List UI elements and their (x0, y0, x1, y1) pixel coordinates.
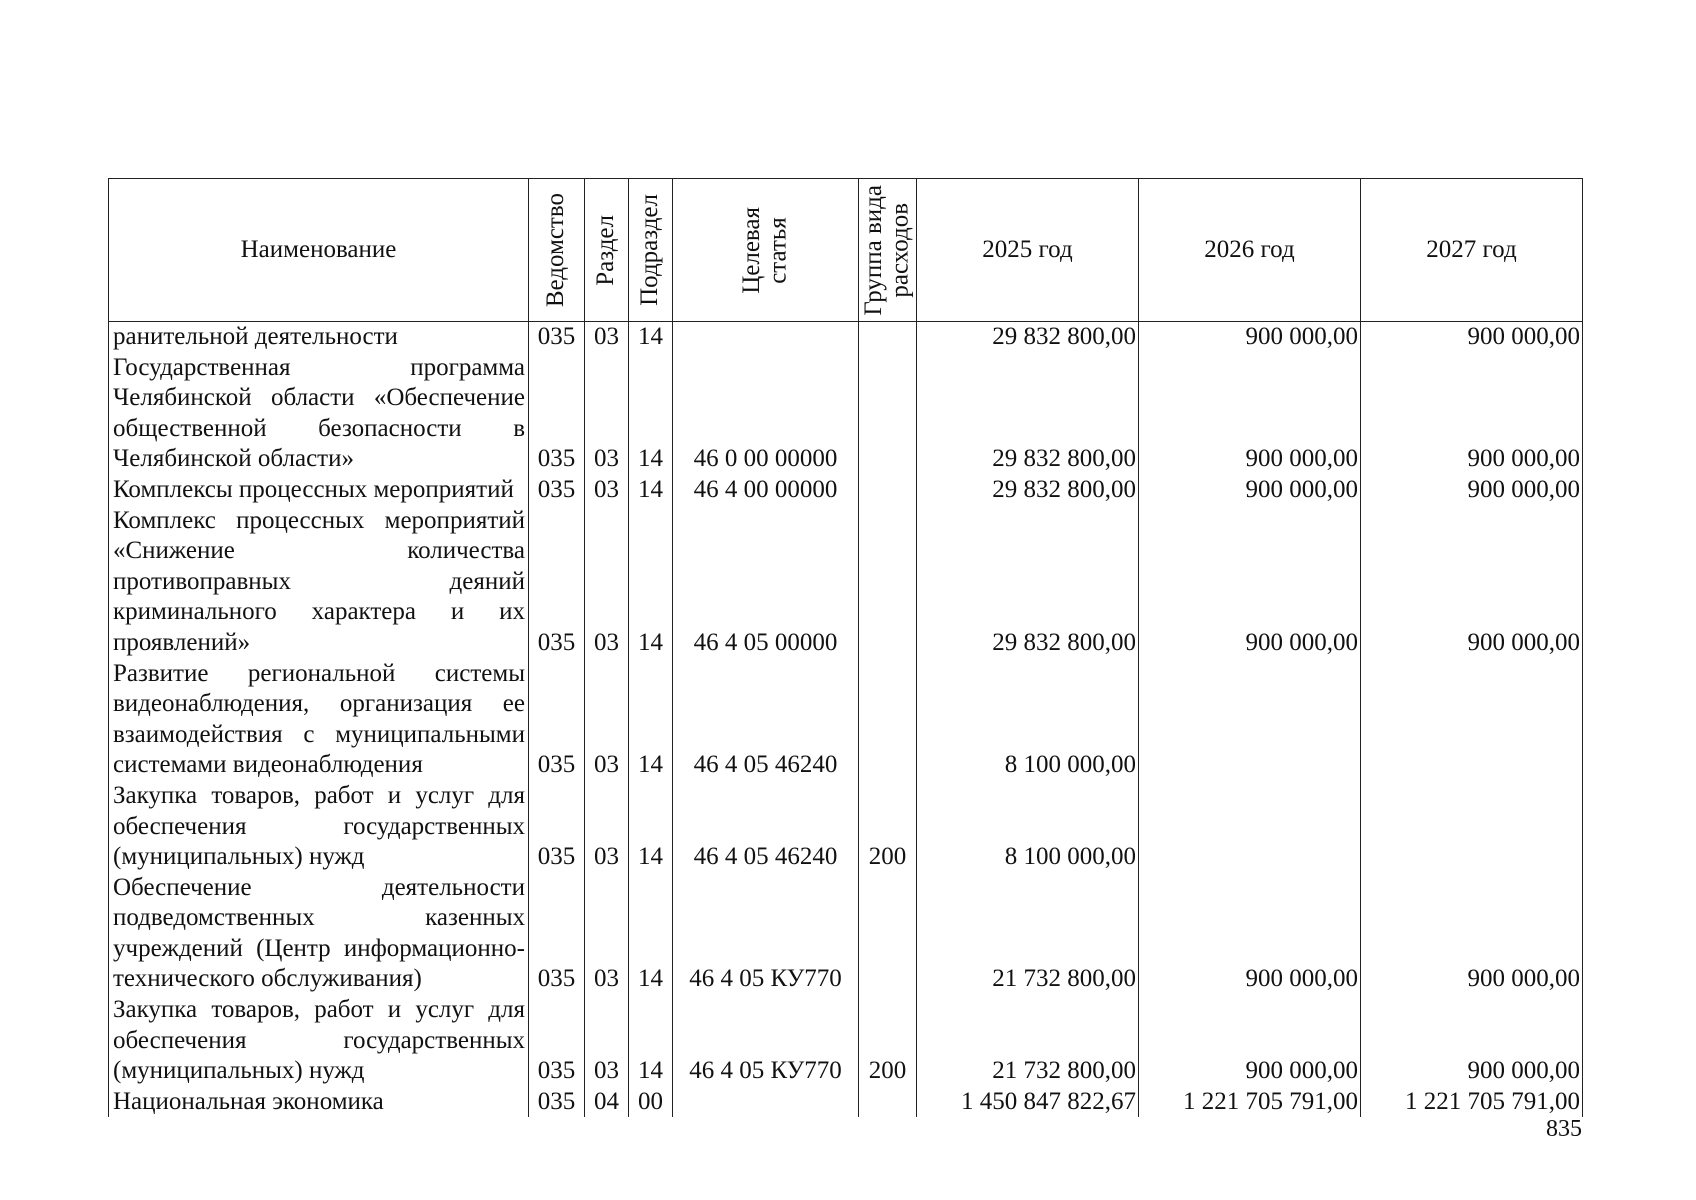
row-podrazdel-cell: 14 (629, 475, 673, 506)
table-row (109, 659, 1583, 781)
row-2027-cell: 900 000,00 (1361, 995, 1583, 1087)
row-2025-cell: 29 832 800,00 (917, 322, 1139, 353)
row-gruppa-cell (859, 873, 917, 995)
row-vedomstvo-cell: 035 (529, 322, 585, 353)
row-celevaya-cell: 46 4 05 46240 (673, 781, 859, 873)
row-vedomstvo-cell: 035 (529, 475, 585, 506)
row-podrazdel-cell: 14 (629, 995, 673, 1087)
header-razdel-label: Раздел (592, 214, 620, 286)
row-podrazdel-cell: 00 (629, 1087, 673, 1118)
header-2027: 2027 год (1361, 179, 1583, 322)
row-gruppa-cell (859, 1087, 917, 1118)
row-vedomstvo-cell: 035 (529, 506, 585, 659)
row-2027-cell: 900 000,00 (1361, 475, 1583, 506)
header-celevaya-statya (673, 179, 859, 322)
header-celevaya-label (739, 207, 792, 294)
row-razdel-cell: 03 (585, 353, 629, 475)
row-name-cell: ранительной деятельности (109, 322, 529, 353)
header-2026: 2026 год (1139, 179, 1361, 322)
budget-table (108, 178, 1583, 1117)
row-name-cell: Обеспечение деятельности подведомственных казенных учреждений (Центр информационно-технического обслуживания) (109, 873, 529, 995)
row-2027-cell (1361, 781, 1583, 873)
table-row (109, 353, 1583, 475)
row-gruppa-cell (859, 659, 917, 781)
row-razdel-cell: 03 (585, 506, 629, 659)
row-gruppa-cell (859, 506, 917, 659)
row-vedomstvo-cell: 035 (529, 873, 585, 995)
header-gruppa-label (861, 185, 914, 316)
header-podrazdel (629, 179, 673, 322)
row-2025-cell: 21 732 800,00 (917, 873, 1139, 995)
row-celevaya-cell: 46 4 05 46240 (673, 659, 859, 781)
row-2027-cell: 900 000,00 (1361, 873, 1583, 995)
row-2025-cell: 29 832 800,00 (917, 353, 1139, 475)
row-name-cell: Развитие региональной системы видеонаблюдения, организация ее взаимодействия с муниципальными системами видеонаблюдения (109, 659, 529, 781)
row-2025-cell: 21 732 800,00 (917, 995, 1139, 1087)
page-number: 835 (1546, 1116, 1582, 1142)
row-podrazdel-cell: 14 (629, 781, 673, 873)
row-podrazdel-cell: 14 (629, 506, 673, 659)
row-2025-cell: 8 100 000,00 (917, 781, 1139, 873)
header-2025: 2025 год (917, 179, 1139, 322)
header-vedomstvo-label: Ведомство (542, 192, 570, 308)
row-2026-cell: 900 000,00 (1139, 322, 1361, 353)
row-2027-cell: 900 000,00 (1361, 353, 1583, 475)
row-celevaya-cell: 46 4 00 00000 (673, 475, 859, 506)
row-name-cell: Государственная программа Челябинской области «Обеспечение общественной безопасности в Челябинской области» (109, 353, 529, 475)
row-razdel-cell: 04 (585, 1087, 629, 1118)
row-2026-cell: 900 000,00 (1139, 506, 1361, 659)
row-celevaya-cell: 46 4 05 00000 (673, 506, 859, 659)
header-name: Наименование (109, 179, 529, 322)
row-razdel-cell: 03 (585, 659, 629, 781)
row-vedomstvo-cell: 035 (529, 1087, 585, 1118)
header-gruppa-line1: Группа вида (860, 184, 888, 316)
row-celevaya-cell (673, 1087, 859, 1118)
row-celevaya-cell (673, 322, 859, 353)
row-celevaya-cell: 46 4 05 КУ770 (673, 873, 859, 995)
row-2027-cell: 900 000,00 (1361, 506, 1583, 659)
row-gruppa-cell (859, 475, 917, 506)
row-2026-cell: 900 000,00 (1139, 353, 1361, 475)
row-name-cell: Закупка товаров, работ и услуг для обеспечения государственных (муниципальных) нужд (109, 781, 529, 873)
header-podrazdel-label: Подраздел (636, 194, 664, 306)
row-2025-cell: 29 832 800,00 (917, 475, 1139, 506)
row-razdel-cell: 03 (585, 873, 629, 995)
row-celevaya-cell: 46 4 05 КУ770 (673, 995, 859, 1087)
header-celevaya-line2: статья (764, 216, 792, 284)
header-celevaya-line1: Целевая (738, 206, 766, 294)
row-gruppa-cell: 200 (859, 995, 917, 1087)
header-gruppa-line2: расходов (886, 202, 914, 298)
header-gruppa-vida-rashodov (859, 179, 917, 322)
header-razdel (585, 179, 629, 322)
row-razdel-cell: 03 (585, 475, 629, 506)
row-2026-cell: 1 221 705 791,00 (1139, 1087, 1361, 1118)
table-row (109, 322, 1583, 353)
row-razdel-cell: 03 (585, 781, 629, 873)
row-podrazdel-cell: 14 (629, 322, 673, 353)
table-row (109, 506, 1583, 659)
row-name-cell: Комплексы процессных мероприятий (109, 475, 529, 506)
table-header-row (109, 179, 1583, 322)
row-podrazdel-cell: 14 (629, 659, 673, 781)
row-podrazdel-cell: 14 (629, 873, 673, 995)
row-2025-cell: 1 450 847 822,67 (917, 1087, 1139, 1118)
row-celevaya-cell: 46 0 00 00000 (673, 353, 859, 475)
row-2026-cell (1139, 659, 1361, 781)
row-2026-cell (1139, 781, 1361, 873)
row-razdel-cell: 03 (585, 995, 629, 1087)
table-row (109, 475, 1583, 506)
row-vedomstvo-cell: 035 (529, 659, 585, 781)
row-gruppa-cell (859, 353, 917, 475)
row-razdel-cell: 03 (585, 322, 629, 353)
row-2027-cell (1361, 659, 1583, 781)
row-gruppa-cell (859, 322, 917, 353)
row-2026-cell: 900 000,00 (1139, 475, 1361, 506)
table-row (109, 873, 1583, 995)
table-row (109, 1087, 1583, 1118)
row-2026-cell: 900 000,00 (1139, 995, 1361, 1087)
row-2025-cell: 8 100 000,00 (917, 659, 1139, 781)
row-name-cell: Национальная экономика (109, 1087, 529, 1118)
row-podrazdel-cell: 14 (629, 353, 673, 475)
table-body (109, 322, 1583, 1118)
row-vedomstvo-cell: 035 (529, 353, 585, 475)
row-2026-cell: 900 000,00 (1139, 873, 1361, 995)
row-name-cell: Закупка товаров, работ и услуг для обеспечения государственных (муниципальных) нужд (109, 995, 529, 1087)
row-vedomstvo-cell: 035 (529, 781, 585, 873)
table-row (109, 781, 1583, 873)
row-vedomstvo-cell: 035 (529, 995, 585, 1087)
row-2025-cell: 29 832 800,00 (917, 506, 1139, 659)
row-2027-cell: 1 221 705 791,00 (1361, 1087, 1583, 1118)
row-gruppa-cell: 200 (859, 781, 917, 873)
row-2027-cell: 900 000,00 (1361, 322, 1583, 353)
header-vedomstvo (529, 179, 585, 322)
row-name-cell: Комплекс процессных мероприятий «Снижение количества противоправных деяний криминального характера и их проявлений» (109, 506, 529, 659)
table-row (109, 995, 1583, 1087)
